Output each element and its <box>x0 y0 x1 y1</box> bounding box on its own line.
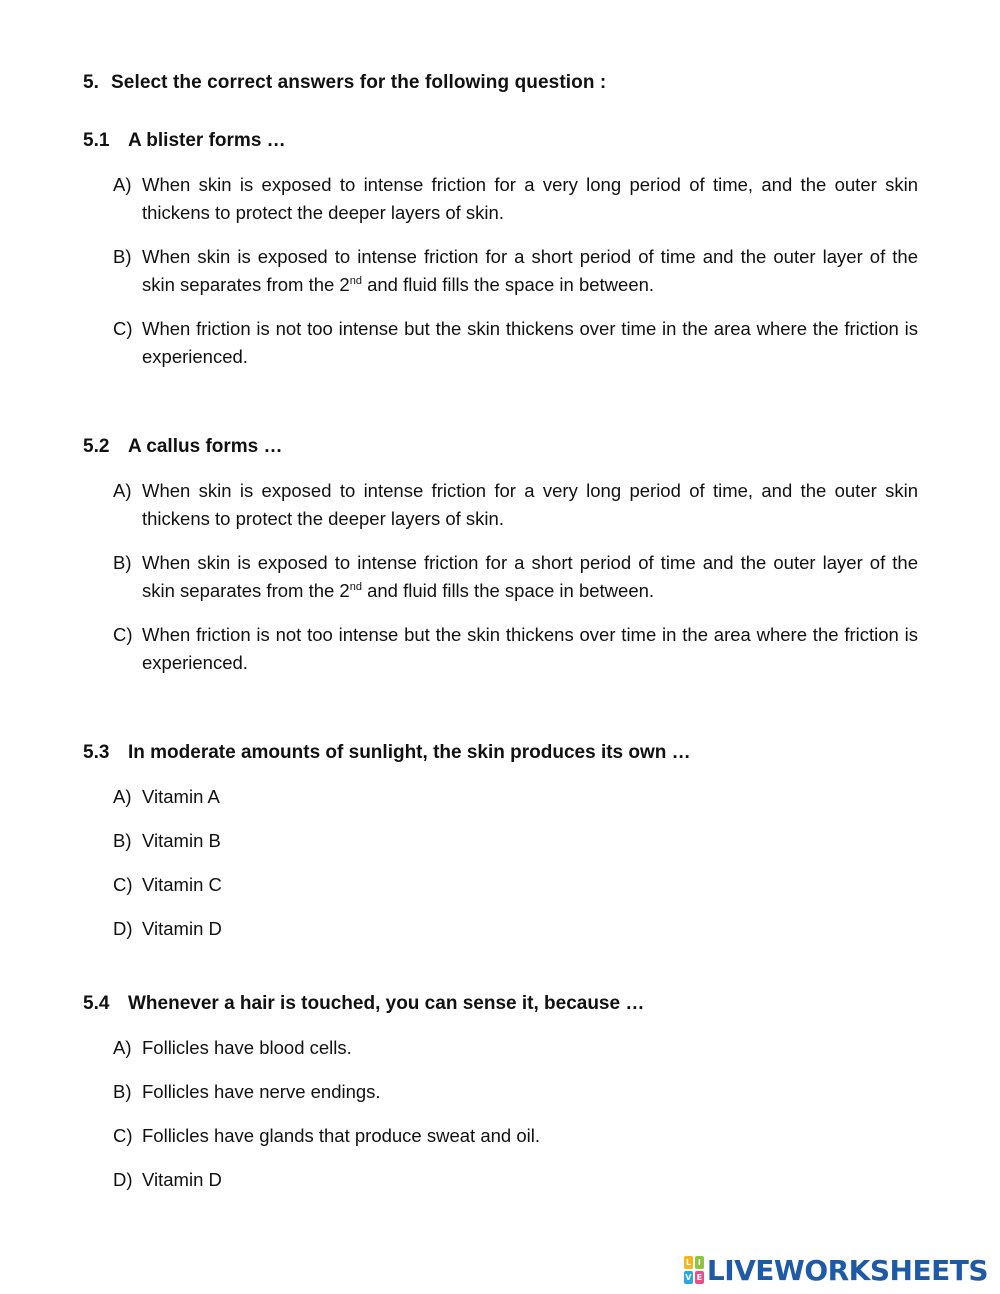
option-text: When skin is exposed to intense friction for a short period of time and the outer layer of the skin separates from the 2 <box>142 246 918 295</box>
question-prompt: Whenever a hair is touched, you can sense it, because … <box>128 993 645 1014</box>
answer-option-c[interactable] <box>83 315 918 371</box>
option-text: Follicles have nerve endings. <box>142 1081 381 1102</box>
option-letter: B) <box>113 830 132 851</box>
option-text: When skin is exposed to intense friction for a short period of time and the outer layer of the skin separates from the 2 <box>142 552 918 601</box>
question-prompt: A blister forms … <box>128 130 286 151</box>
option-letter: C) <box>113 624 133 645</box>
option-letter: A) <box>113 480 132 501</box>
answer-option-d[interactable] <box>83 915 918 943</box>
answer-option-c[interactable] <box>83 621 918 677</box>
option-text: When skin is exposed to intense friction for a very long period of time, and the outer skin thickens to protect the deeper layers of skin. <box>142 480 918 529</box>
option-text-end: and fluid fills the space in between. <box>361 580 655 601</box>
option-text: Vitamin C <box>142 874 222 895</box>
answer-options <box>83 477 918 677</box>
option-letter: B) <box>113 552 132 573</box>
logo-tile-l: L <box>685 1258 691 1267</box>
option-text-end: and fluid fills the space in between. <box>361 274 655 295</box>
question-5-4 <box>83 990 918 1210</box>
question-5-2 <box>83 433 918 693</box>
answer-option-d[interactable] <box>83 1166 918 1194</box>
option-text: When skin is exposed to intense friction for a very long period of time, and the outer skin thickens to protect the deeper layers of skin. <box>142 174 918 223</box>
liveworksheets-icon <box>684 1256 704 1284</box>
question-5-1 <box>83 127 918 387</box>
logo-tile-i: I <box>695 1256 704 1269</box>
logo-tile-e: E <box>696 1273 703 1282</box>
question-heading <box>83 433 918 461</box>
option-letter: A) <box>113 786 132 807</box>
option-letter: C) <box>113 1125 133 1146</box>
answer-option-a[interactable] <box>83 477 918 533</box>
answer-option-b[interactable] <box>83 243 918 299</box>
question-prompt: In moderate amounts of sunlight, the skin produces its own … <box>128 742 691 763</box>
section-title: Select the correct answers for the following question : <box>111 72 607 93</box>
option-letter: A) <box>113 174 132 195</box>
option-text: Vitamin D <box>142 918 222 939</box>
option-text: Follicles have glands that produce sweat and oil. <box>142 1125 540 1146</box>
answer-option-a[interactable] <box>83 171 918 227</box>
question-heading <box>83 990 918 1018</box>
answer-option-b[interactable] <box>83 549 918 605</box>
option-text: When friction is not too intense but the skin thickens over time in the area where the friction is experienced. <box>142 624 918 673</box>
answer-option-c[interactable] <box>83 871 918 899</box>
question-5-3 <box>83 739 918 959</box>
option-letter: B) <box>113 1081 132 1102</box>
option-text: Vitamin B <box>142 830 221 851</box>
question-heading <box>83 127 918 155</box>
question-prompt: A callus forms … <box>128 436 283 457</box>
option-text: Vitamin D <box>142 1169 222 1190</box>
logo-text: LIVEWORKSHEETS <box>706 1253 988 1287</box>
section-heading <box>83 72 606 94</box>
option-superscript: nd <box>349 274 362 287</box>
option-letter: A) <box>113 1037 132 1058</box>
question-number: 5.1 <box>83 130 110 151</box>
question-number: 5.3 <box>83 742 110 763</box>
option-letter: D) <box>113 918 133 939</box>
answer-option-b[interactable] <box>83 1078 918 1106</box>
answer-option-a[interactable] <box>83 783 918 811</box>
question-number: 5.4 <box>83 993 110 1014</box>
answer-option-c[interactable] <box>83 1122 918 1150</box>
option-text: When friction is not too intense but the skin thickens over time in the area where the friction is experienced. <box>142 318 918 367</box>
answer-option-b[interactable] <box>83 827 918 855</box>
option-text: Vitamin A <box>142 786 220 807</box>
option-letter: D) <box>113 1169 133 1190</box>
logo-tile-v: V <box>685 1273 692 1282</box>
option-superscript: nd <box>349 580 362 593</box>
answer-options <box>83 171 918 371</box>
option-letter: B) <box>113 246 132 267</box>
option-text: Follicles have blood cells. <box>142 1037 352 1058</box>
option-letter: C) <box>113 318 133 339</box>
question-number: 5.2 <box>83 436 110 457</box>
question-heading <box>83 739 918 767</box>
option-letter: C) <box>113 874 133 895</box>
answer-options <box>83 1034 918 1194</box>
section-number: 5. <box>83 72 100 93</box>
answer-option-a[interactable] <box>83 1034 918 1062</box>
answer-options <box>83 783 918 943</box>
liveworksheets-logo <box>684 1253 988 1287</box>
